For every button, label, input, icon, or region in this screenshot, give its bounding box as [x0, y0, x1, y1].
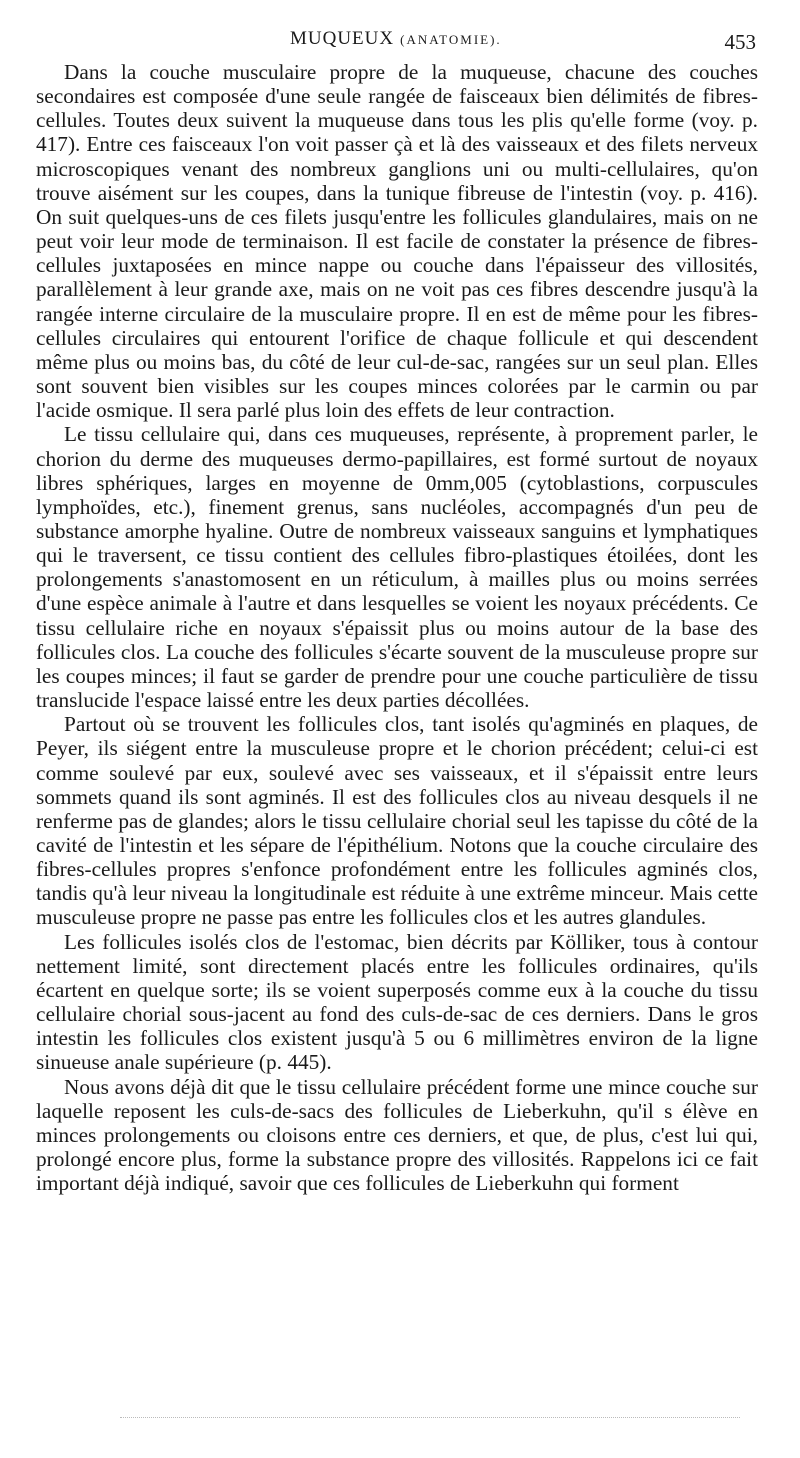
running-title-main: MUQUEUX [290, 28, 395, 49]
paragraph-1: Dans la couche musculaire propre de la muqueuse, chacune des couches secondaires est composée d'une seule rangée de faisceaux bien délimités de fibres-cellules. Toutes deux suivent la muqueuse dans tous les plis qu'elle forme (voy. p. 417). Entre ces faisceaux l'on voit passer çà et là des vaisseaux et des filets nerveux microscopiques venant des nombreux ganglions uni ou multi-cellulaires, qu'on trouve aisément sur les coupes, dans la tunique fibreuse de l'intestin (voy. p. 416). On suit quelques-uns de ces filets jusqu'entre les follicules glandulaires, mais on ne peut voir leur mode de terminaison. Il est facile de constater la présence de fibres-cellules juxtaposées en mince nappe ou couche dans l'épaisseur des villosités, parallèlement à leur grande axe, mais on ne voit pas ces fibres descendre jusqu'à la rangée interne circulaire de la musculaire propre. Il en est de même pour les fibres-cellules circulaires qui entourent l'orifice de chaque follicule et qui descendent même plus ou moins bas, du côté de leur cul-de-sac, rangées sur un seul plan. Elles sont souvent bien visibles sur les coupes minces colorées par le carmin ou par l'acide osmique. Il sera parlé plus loin des effets de leur contraction. [36, 60, 758, 423]
body-text [36, 60, 758, 1195]
paragraph-4: Les follicules isolés clos de l'estomac, bien décrits par Kölliker, tous à contour nettement limité, sont directement placés entre les follicules ordinaires, qu'ils écartent en quelque sorte; ils se voient superposés comme eux à la couche du tissu cellulaire chorial sous-jacent au fond des culs-de-sac de ces derniers. Dans le gros intestin les follicules clos existent jusqu'à 5 ou 6 millimètres environ de la ligne sinueuse anale supérieure (p. 445). [36, 929, 758, 1075]
paragraph-5: Nous avons déjà dit que le tissu cellulaire précédent forme une mince couche sur laquelle reposent les culs-de-sacs des follicules de Lieberkuhn, qu'il s élève en minces prolongements ou cloisons entre ces derniers, et que, de plus, c'est lui qui, prolongé encore plus, forme la substance propre des villosités. Rappelons ici ce fait important déjà indiqué, savoir que ces follicules de Lieberkuhn qui forment [36, 1074, 758, 1196]
running-title-sub: (ANATOMIE). [400, 32, 502, 47]
paragraph-2: Le tissu cellulaire qui, dans ces muqueuses, représente, à proprement parler, le chorion du derme des muqueuses dermo-papillaires, est formé surtout de noyaux libres sphériques, larges en moyenne de 0mm,005 (cytoblastions, corpuscules lymphoïdes, etc.), finement grenus, sans nucléoles, accompagnés d'un peu de substance amorphe hyaline. Outre de nombreux vaisseaux sanguins et lymphatiques qui le traversent, ce tissu contient des cellules fibro-plastiques étoilées, dont les prolongements s'anastomosent en un réticulum, à mailles plus ou moins serrées d'une espèce animale à l'autre et dans lesquelles se voient les noyaux précédents. Ce tissu cellulaire riche en noyaux s'épaissit plus ou moins autour de la base des follicules clos. La couche des follicules s'écarte souvent de la musculeuse propre sur les coupes minces; il faut se garder de prendre pour une couche particulière de tissu translucide l'espace laissé entre les deux parties décollées. [36, 422, 758, 713]
running-title [290, 28, 502, 50]
page-number: 453 [724, 30, 756, 54]
running-head [0, 28, 800, 58]
paragraph-3: Partout où se trouvent les follicules clos, tant isolés qu'agminés en plaques, de Peyer, ils siégent entre la musculeuse propre et le chorion précédent; celui-ci est comme soulevé par eux, soulevé avec ses vaisseaux, et il s'épaissit entre leurs sommets quand ils sont agminés. Il est des follicules clos au niveau desquels il ne renferme pas de glandes; alors le tissu cellulaire chorial seul les tapisse du côté de la cavité de l'intestin et les sépare de l'épithélium. Notons que la couche circulaire des fibres-cellules propres s'enfonce profondément entre les follicules agminés clos, tandis qu'à leur niveau la longitudinale est réduite à une extrême minceur. Mais cette musculeuse propre ne passe pas entre les follicules clos et les autres glandules. [36, 712, 758, 930]
footer-rule [120, 1417, 740, 1418]
